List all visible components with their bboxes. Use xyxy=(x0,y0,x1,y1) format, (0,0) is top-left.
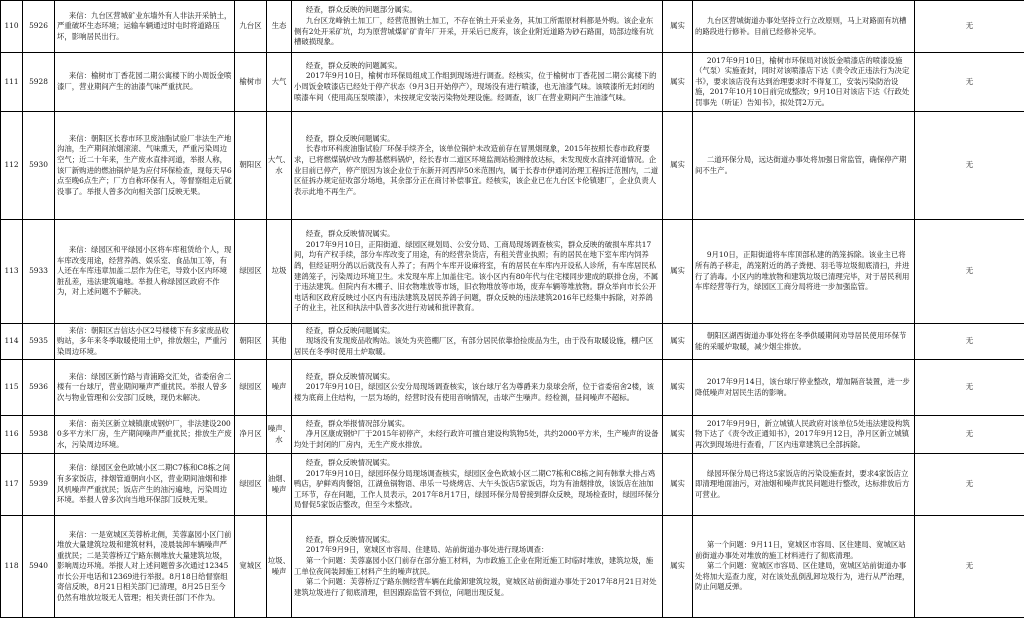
cell-paragraph: 2017年9月9日，宽城区市容局、住建局、站前街道办事处进行现场调查： xyxy=(305,545,549,555)
cell-paragraph: 经查，群众反映情况属实。 xyxy=(305,458,395,468)
case-id-cell: 5928 xyxy=(23,53,55,112)
pollution-type-cell: 噪声、水 xyxy=(267,416,292,454)
cell-paragraph: 第一个问题：芙蓉嘉园小区门前存在部分施工材料，为市政施工企业在附近施工时临时堆放，建筑垃圾，施工单位夜间装卸施工材料产生的噪声扰民。 xyxy=(294,555,654,576)
verification-cell xyxy=(292,454,663,516)
seq-cell: 111 xyxy=(1,53,23,112)
case-id-cell: 5930 xyxy=(23,112,55,220)
accountability-cell: 无 xyxy=(915,416,1024,454)
accountability-cell: 无 xyxy=(915,1,1024,53)
district-cell: 宽城区 xyxy=(235,516,267,618)
seq-cell: 115 xyxy=(1,360,23,416)
handling-cell: 2017年9月10日，榆树市环保局对该饭金喷漆店的喷漆设施（气泵）实施查封，同时对该喷漆店下达《责令改正违法行为决定书》，要求该店没有达到治理要求时不得复工，安装污染防治设施，2017年10月10日前完成整改；9月10日对该店下达《行政处罚事先（听证）告知书》，拟处罚2万元。 xyxy=(693,53,915,112)
table-row xyxy=(1,53,1024,112)
district-cell: 绿园区 xyxy=(235,220,267,324)
table-row xyxy=(1,360,1024,416)
verification-cell xyxy=(292,53,663,112)
district-cell: 九台区 xyxy=(235,1,267,53)
complaint-cell: 来信：绿园区和平绿园小区将车库租赁给个人，现车库改变用途，经营养鸽、娱乐室、食品加工等，有人还在车库违章加盖二层作为住宅，导致小区内环境脏乱差，违法建筑遍地。举报人称绿园区政府不作为，对上述问题不予解决。 xyxy=(55,220,235,324)
verification-result-cell: 属实 xyxy=(663,416,693,454)
seq-cell: 112 xyxy=(1,112,23,220)
handling-cell: 二道环保分局，远达街道办事处将加强日常监管，确保停产期间不生产。 xyxy=(693,112,915,220)
district-cell: 净月区 xyxy=(235,416,267,454)
complaint-cell: 来信：榆树市丁香花园二期公寓楼下的小周饭金喷漆厂，营业期间产生的油漆气味严重扰民。 xyxy=(55,53,235,112)
complaint-cell: 来信：绿园区金色欧城小区二期C7栋和C8栋之间有多家饭店，排烟管道朝向小区，营业期间油烟和排风机噪声严重扰民；饭店产生的油污遍地，污染周边环境。举报人曾多次向当地环保部门反映无果。 xyxy=(55,454,235,516)
verification-result-cell: 属实 xyxy=(663,220,693,324)
case-id-cell: 5938 xyxy=(23,416,55,454)
complaint-cell: 来信：南关区新立城镇康成钢炉厂，非法建设2000多平方米厂房，生产期间噪声严重扰民；排放生产废水，污染周边环境。 xyxy=(55,416,235,454)
accountability-cell: 无 xyxy=(915,220,1024,324)
district-cell: 绿园区 xyxy=(235,360,267,416)
case-id-cell: 5939 xyxy=(23,454,55,516)
pollution-type-cell: 大气 xyxy=(267,53,292,112)
table-row xyxy=(1,516,1024,618)
table-row xyxy=(1,112,1024,220)
verification-cell xyxy=(292,360,663,416)
case-id-cell: 5933 xyxy=(23,220,55,324)
verification-cell xyxy=(292,1,663,53)
pollution-type-cell: 大气、水 xyxy=(267,112,292,220)
cell-paragraph: 经查，群众反映的问题部分属实。 xyxy=(305,5,417,15)
cell-paragraph: 经查，群众反映情况属实。 xyxy=(305,534,395,544)
cell-paragraph: 2017年9月10日，绿园环保分局现场调查核实，绿园区金色欧城小区二期C7栋和C8栋之间有韩掌大排占鸡鸭店，驴鲜鸡肉餐馆，江湖鱼锅物语、串乐一号烧烤店、大午头饭店5家饭店，均为有油烟排放，该饭店在油加工环节，存在问题，工作人员表示，2017年8月17日，绿园环保分局曾接到群众反映，现场检查时，绿园环保分局督促5家饭店整改，但至今未整改。 xyxy=(294,468,660,510)
accountability-cell: 无 xyxy=(915,112,1024,220)
complaint-cell: 来信：朝阳区吉信达小区2号楼楼下有多家废品收购站，多年来冬季取暖使用土炉，排放烟尘，严重污染周边环境。 xyxy=(55,324,235,360)
cell-paragraph: 第二个问题：芙蓉桥辽宁路东侧经营车辆在此偷卸建筑垃圾，宽城区站前街道办事处于2017年8月21日对处建筑垃圾进行了彻底清理，但因跟踪监管不到位，问题出现反复。 xyxy=(294,577,657,597)
cell-paragraph: 2017年9月10日，绿园区公安分局现场调查核实，该台球厅名为尊爵来力泉球会所，位于省委宿舍2楼，该楼为底商上住结构，一层为场的，经营时没有使用音响情况，击球产生噪声。经检测，昼间噪声不超标。 xyxy=(294,382,654,402)
seq-cell: 118 xyxy=(1,516,23,618)
table-row xyxy=(1,324,1024,360)
verification-cell xyxy=(292,112,663,220)
verification-cell xyxy=(292,220,663,324)
complaint-cell: 来信：九台区营城矿业东墙外有人非法开采钠土，严重破坏生态环境；运输车辆通过时屯时将道路压坏，影响居民出行。 xyxy=(55,1,235,53)
district-cell: 朝阳区 xyxy=(235,112,267,220)
handling-cell: 9月10日，正阳街道将车库顶部私建的鸽笼拆除。该业主已将所有鸽子移走，鸽笼附近的鸽子粪便、羽毛等垃圾彻底清扫，并进行了消毒。小区内的堆放物和建筑垃圾已清理完毕，对于居民利用车库经营等行为，绿园区工商分局将进一步加强监管。 xyxy=(693,220,915,324)
verification-result-cell: 属实 xyxy=(663,53,693,112)
cell-paragraph: 经查，群众反映情况属实。 xyxy=(305,371,395,381)
district-cell: 榆树市 xyxy=(235,53,267,112)
handling-cell: 九台区营城街道办事处坚持立行立改原则，马上对路面有坑槽的路段进行修补。目前已经修补完毕。 xyxy=(693,1,915,53)
cell-paragraph: 经查，群众反映问题属实。 xyxy=(305,133,395,143)
table-row xyxy=(1,220,1024,324)
verification-result-cell: 属实 xyxy=(663,324,693,360)
table-row xyxy=(1,454,1024,516)
cell-paragraph: 九台区龙峰钠土加工厂，经营范围钠土加工，不存在钠土开采业务，其加工所需原材料都是外购。该企业东侧有2处开采矿坑，均为原营城煤矿矿青年厂开采，开采后已废弃，该企业附近道路为砂石路面，局部边缘有坑槽破损现象。 xyxy=(294,15,654,47)
table-body xyxy=(1,1,1024,618)
cell-paragraph: 2017年9月10日，正阳街道、绿园区规划局、公安分局、工商局现场调查核实，群众反映的破损车库共17间，均有产权手续，部分车库改变了用途，有的经营杂货店，有租关营业执照；有的居民在地下室车库内饲养鸽，但经证明分鸽以后就没有人养了；有两个车库开设麻将室，有的居民在车库内开设私人诊所，有车库居民私建鸽笼子，污染周边环境卫生。未发现车库上加盖住宅。该小区内有80年代与住宅楼同步建成的联排仓房，不属于违法建筑。但院内有木棚子、旧衣物堆放等市场，旧衣物堆放等市场，废弃车辆等堆放物。群众举向市长公开电话和区政府反映过小区内有违法建筑及居民养鸽子问题，群众反映的违法建筑2016年已经集中拆除，对养鸽子的业主，社区和执法中队曾多次进行劝诫和批评教育。 xyxy=(294,239,659,313)
verification-result-cell: 属实 xyxy=(663,360,693,416)
case-id-cell: 5935 xyxy=(23,324,55,360)
complaint-cell: 来信：一是宽城区芙蓉桥北侧，芙蓉嘉园小区门前堆放大量建筑垃圾和建筑材料，凌晨装卸车辆噪声严重扰民；二是芙蓉桥辽宁路东侧堆放大量建筑垃圾，影响周边环境。举报人对上述问题曾多次通过12345市长公开电话和12369进行举报。8月18日给督察组寄信反映，8月21日相关部门已清理，8月25日至今仍然有堆放垃圾无人管理；相关责任部门不作为。 xyxy=(55,516,235,618)
verification-cell xyxy=(292,324,663,360)
cell-paragraph: 2017年9月10日，榆树市环保局组成工作组到现场进行调查。经核实，位于榆树市丁香花园二期公寓楼下的小周饭金喷漆店已经处于停产状态（9月3日开始停产），现场没有进行喷漆，也无油漆气味。该喷漆所无封闭的喷漆车间（使用高压泵喷漆），未按规定安装污染物处理设施。经调查，该厂在营业期间产生油漆气味。 xyxy=(294,71,657,102)
complaint-cell: 来信：朝阳区长春市环卫废油脂试验厂非法生产地沟油，生产期间浓烟滚滚、气味熏天，严重污染周边空气；近二十年来，生产废水直排河道，举报人称，该厂新购进的燃油锅炉是为应付环保检查，现每天早6点至晚6点生产；厂方自称环保有人，等督察组走后就没事了。举报人曾多次向相关部门反映无果。 xyxy=(55,112,235,220)
verification-result-cell: 属实 xyxy=(663,454,693,516)
case-id-cell: 5926 xyxy=(23,1,55,53)
cell-paragraph: 经查，群众反映情况属实。 xyxy=(305,229,395,239)
pollution-type-cell: 垃圾、噪声 xyxy=(267,516,292,618)
table-row xyxy=(1,416,1024,454)
handling-cell: 绿园环保分局已将这5家饭店的污染设施查封，要求4家饭店立即清理地面油污，对油烟和噪声扰民问题进行整改，达标排放后方可营业。 xyxy=(693,454,915,516)
cell-paragraph: 经查，群众举报情况部分属实。 xyxy=(305,418,410,428)
district-cell: 朝阳区 xyxy=(235,324,267,360)
cell-paragraph: 第一个问题：9月11日，宽城区市容局、区住建局、宽城区站前街道办事处对堆放的施工材料进行了彻底清理。 xyxy=(695,540,906,560)
pollution-type-cell: 垃圾 xyxy=(267,220,292,324)
cell-paragraph: 经查，群众反映问题属实。 xyxy=(305,325,395,335)
handling-cell: 2017年9月9日，新立城镇人民政府对该单位5处违法建设构筑物下达了《责令改正通知书》，2017年9月12日，净月区新立城镇再次到现场进行查看，厂区内违章建筑已全部拆除。 xyxy=(693,416,915,454)
cell-paragraph: 长春市环科废油脂试验厂环保手续齐全，该单位锅炉未改造前存在冒黑烟现象，2015年按照长春市政府要求，已将燃煤锅炉改为醇基燃料锅炉，经长春市二道区环境监测站检测排放达标，未发现废水直排河道情况。企业目前已停产，停产原因为该企业位于东新开河西岸50米范围内，属于长春市伊通河治理工程拆迁范围内，二道区征拆办规定征收部分场地，其余部分正在商讨补偿事宜。经核实，该企业已在九台区卡伦镇建厂，企业负责人表示此地不再生产。 xyxy=(294,144,659,196)
handling-cell xyxy=(693,516,915,618)
seq-cell: 110 xyxy=(1,1,23,53)
accountability-cell: 无 xyxy=(915,516,1024,618)
handling-cell: 朝阳区湖西街道办事处将在冬季供暖期间劝导居民使用环保节能的采暖炉取暖，减少烟尘排放。 xyxy=(693,324,915,360)
complaint-cell: 来信：绿园区新竹路与青浦路交汇处，省委宿舍二楼有一台球厅，营业期间噪声严重扰民。举报人曾多次与物业管理和公安部门反映，现仍未解决。 xyxy=(55,360,235,416)
accountability-cell: 无 xyxy=(915,454,1024,516)
accountability-cell: 无 xyxy=(915,324,1024,360)
seq-cell: 116 xyxy=(1,416,23,454)
verification-cell xyxy=(292,516,663,618)
cell-paragraph: 第二个问题：宽城区市容局、区住建局，宽城区站前街道办事处将加大巡查力度，对在该处乱倒乱卸垃圾行为，进行从严治理，防止问题反弹。 xyxy=(695,561,910,592)
pollution-type-cell: 油烟、噪声 xyxy=(267,454,292,516)
handling-cell: 2017年9月14日，该台球厅停业整改，增加隔音装置，进一步降低噪声对居民生活的影响。 xyxy=(693,360,915,416)
pollution-type-cell: 其他 xyxy=(267,324,292,360)
verification-result-cell: 属实 xyxy=(663,516,693,618)
cell-paragraph: 经查，群众反映的问题属实。 xyxy=(305,60,402,70)
case-id-cell: 5936 xyxy=(23,360,55,416)
seq-cell: 114 xyxy=(1,324,23,360)
verification-result-cell: 属实 xyxy=(663,1,693,53)
table-row xyxy=(1,1,1024,53)
verification-cell xyxy=(292,416,663,454)
case-id-cell: 5940 xyxy=(23,516,55,618)
pollution-type-cell: 噪声 xyxy=(267,360,292,416)
seq-cell: 117 xyxy=(1,454,23,516)
cell-paragraph: 现场没有发现废品收购站。该处为夹笆棚厂区，有部分居民依靠拾捡废品为生，由于没有取暖设施，棚户区居民在冬季时使用土炉取暖。 xyxy=(294,336,654,356)
district-cell: 绿园区 xyxy=(235,454,267,516)
pollution-type-cell: 生态 xyxy=(267,1,292,53)
verification-result-cell: 属实 xyxy=(663,112,693,220)
accountability-cell: 无 xyxy=(915,360,1024,416)
cell-paragraph: 净月区康成钢炉厂于2015年初停产，未经行政许可擅自建设构筑物5处，共约2000平方米，生产噪声的设备均处于封闭的厂房内，无生产废水排放。 xyxy=(294,429,659,449)
seq-cell: 113 xyxy=(1,220,23,324)
accountability-cell: 无 xyxy=(915,53,1024,112)
